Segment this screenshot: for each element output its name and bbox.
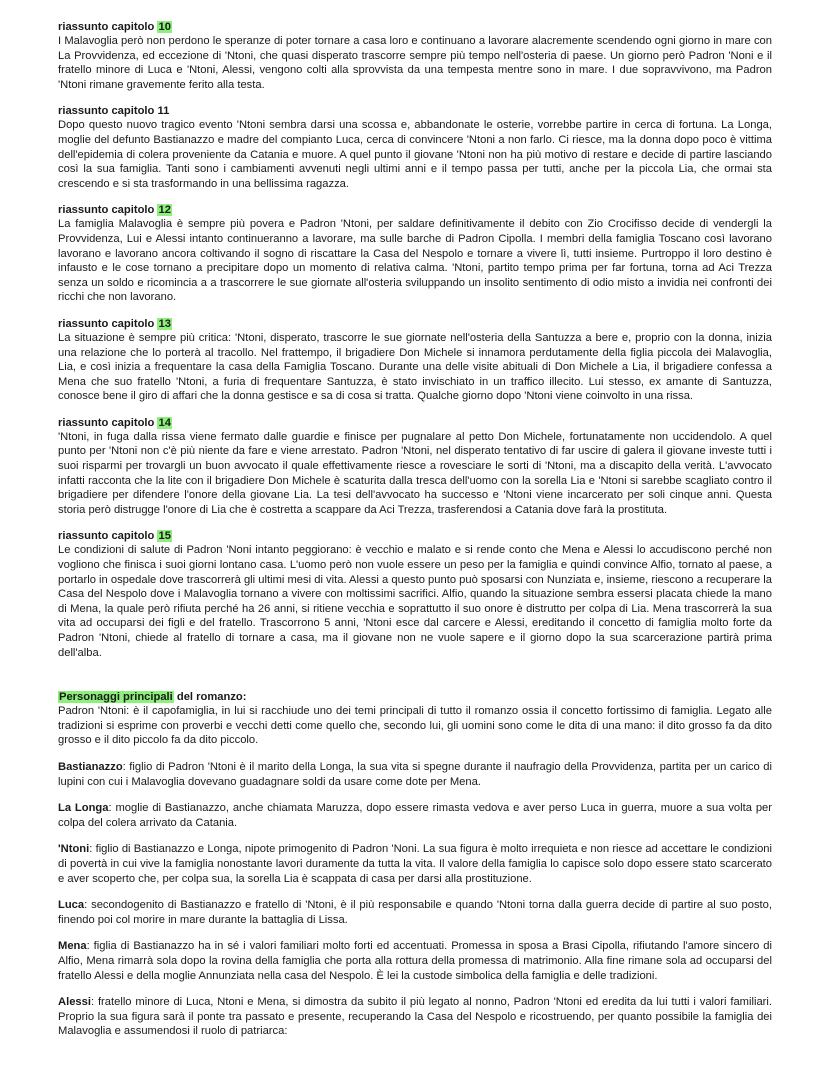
- character-bastianazzo: Bastianazzo: figlio di Padron 'Ntoni è il marito della Longa, la sua vita si spegne durante il naufragio della Provvidenza, partita per un carico di lupini con cui i Malavoglia dovevano guadagnare soldi da usare come dote per Mena.: [58, 760, 772, 788]
- chapter-number: 13: [158, 317, 171, 330]
- chapter-number: 12: [158, 204, 171, 217]
- characters-heading: Personaggi principali del romanzo:: [59, 691, 247, 704]
- chapter-text: Le condizioni di salute di Padron 'Noni intanto peggiorano: è vecchio e malato e si rende conto che Mena e Alessi lo accudiscono perché non vogliono che finisca i suoi giorni lontano casa. L'uomo però non vuole essere un peso per la famiglia e quindi convince Alfio, tornato al paese, a portarlo in ospedale dove trascorrerà gli ultimi mesi di vita. Alessi a questo punto può sposarsi con Nunziata e, insieme, riescono a recuperare la Casa del Nespolo dove i Malavoglia tornano a vivere con moltissimi sacrifici. Alfio, quando la situazione sembra essersi placata chiede la mano di Mena, la quale però rifiuta perché ha 26 anni, si ritiene vecchia e soprattutto il suo onore è distrutto per colpa di Lia. Mena trascorrerà la sua vita ad occuparsi dei figli e del fratello. Trascorrono 5 anni, 'Ntoni esce dal carcere e Alessi, ereditando il concetto di famiglia molto forte da Padron 'Ntoni, chiede al fratello di tornare a casa, ma il giovane non ne vuole sapere e il giorno dopo la sua scarcerazione partirà prima dell'alba.: [58, 544, 772, 659]
- character-ntoni: 'Ntoni: figlio di Bastianazzo e Longa, nipote primogenito di Padron 'Noni. La sua figura è molto irrequieta e non riesce ad accettare le condizioni di povertà in cui vive la famiglia nonostante lavori duramente da tutta la vita. Il valore della famiglia lo capisce solo dopo essere stato scarcerato e aver scoperto che, per colpa sua, la sorella Lia è scappata di casa per darsi alla prostituzione.: [58, 843, 772, 885]
- chapter-text: Dopo questo nuovo tragico evento 'Ntoni sembra darsi una scossa e, abbandonate le osterie, vorrebbe partire in cerca di fortuna. La Longa, moglie del defunto Bastianazzo e madre del compianto Luca, cerca di convincere 'Ntoni a non farlo. Ci riesce, ma la donna dopo poco è vittima dell'epidemia di colera proveniente da Catania e muore. A quel punto il giovane 'Ntoni non ha più motivo di restare e decide di partire lasciando così la sua famiglia. Tanti sono i cambiamenti avvenuti negli ultimi anni e il tempo passa per tutti, anche per la piccola Lia, che ormai sta crescendo e si sta trasformando in una bellissima ragazza.: [58, 119, 772, 190]
- chapter-text: La situazione è sempre più critica: 'Ntoni, disperato, trascorre le sue giornate nell'osteria della Santuzza a bere e, proprio con la donna, inizia una relazione che lo porterà al tracollo. Nel frattempo, il brigadiere Don Michele si innamora perdutamente della figlia piccola dei Malavoglia, Lia, e così inizia a frequentare la casa della Famiglia Toscano. Durante una delle visite abituali di Don Michele a Lia, il brigadiere confessa a Mena che suo fratello 'Ntoni, a furia di frequentare Santuzza, è stato invischiato in un traffico illecito. Lui stesso, ex amante di Santuzza, conosce bene il giro di affari che la donna gestisce e sa di cosa si tratta. Qualche giorno dopo 'Ntoni viene coinvolto in una rissa.: [58, 331, 772, 403]
- chapter-summary-14: [58, 416, 772, 518]
- chapter-number: 11: [157, 105, 170, 118]
- chapter-text: I Malavoglia però non perdono le speranze di poter tornare a casa loro e continuano a lavorare alacremente scendendo ogni giorno in mare con La Provvidenza, ed eccezione di 'Ntoni, che quasi disperato trascorre sempre più tempo nell'osteria di paese. Un giorno però Padron 'Noni e il fratello minore di Luca e 'Ntoni, Alessi, vengono colti alla sprovvista da una tempesta mentre sono in mare. I due sopravvivono, ma Padron 'Ntoni rimane gravemente ferito alla testa.: [58, 35, 772, 91]
- chapter-summary-13: [58, 317, 772, 404]
- chapter-summary-12: [58, 203, 772, 305]
- chapter-summary-15: [58, 529, 772, 660]
- chapter-summary-10: [58, 20, 772, 92]
- chapter-text: La famiglia Malavoglia è sempre più povera e Padron 'Ntoni, per saldare definitivamente il debito con Zio Crocifisso decide di vendergli la Provvidenza, Lui e Alessi intanto continueranno a lavorare, ma sulle barche di Padron Cipolla. I membri della famiglia Toscano così lavorano lavorano e lavorano ancora coltivando il sogno di riscattare la Casa del Nespolo e tornare a vivere lì, tutti insieme. Purtroppo il loro destino è infausto e le cose tornano a precipitare dopo un momento di relativa calma. 'Ntoni, partito tempo prima per far fortuna, torna ad Aci Trezza senza un soldo e ricomincia a a trascorrere le sue giornate all'osteria sviluppando un insolito sentimento di odio misto a invidia nei confronti dei ricchi che non lavorano.: [58, 218, 772, 304]
- chapter-heading: riassunto capitolo 14: [58, 416, 171, 429]
- chapter-heading: riassunto capitolo 12: [58, 204, 171, 217]
- character-mena: Mena: figlia di Bastianazzo ha in sé i valori familiari molto forti ed accentuati. Promessa in sposa a Brasi Cipolla, rifiutando l'amore sincero di Alfio, Mena rimarrà sola dopo la rovina della famiglia che porta alla rottura della promessa di matrimonio. Alla fine rimane sola ad occuparsi del fratello Alessi e della moglie Annunziata nella casa del Nespolo. È lei la custode simbolica della famiglia e delle tradizioni.: [58, 940, 772, 982]
- character-luca: Luca: secondogenito di Bastianazzo e fratello di 'Ntoni, è il più responsabile e quando 'Ntoni torna dalla guerra decide di partire al suo posto, finendo poi col morire in mare durante la battaglia di Lissa.: [58, 899, 772, 926]
- chapter-heading: riassunto capitolo 15: [58, 530, 171, 543]
- chapter-number: 15: [158, 530, 171, 543]
- chapter-number: 10: [158, 21, 171, 33]
- chapter-heading: riassunto capitolo 10: [58, 21, 171, 33]
- character-la-longa: La Longa: moglie di Bastianazzo, anche chiamata Maruzza, dopo essere rimasta vedova e aver perso Luca in guerra, muore a sua volta per colpa del colera arrivato da Catania.: [58, 802, 772, 829]
- chapter-summary-11: [58, 104, 772, 191]
- chapter-number: 14: [158, 416, 171, 429]
- chapter-heading: riassunto capitolo 11: [58, 105, 170, 118]
- chapter-heading: riassunto capitolo 13: [58, 317, 171, 330]
- character-padron-ntoni: Padron 'Ntoni: è il capofamiglia, in lui si racchiude uno dei temi principali di tutto il romanzo ossia il concetto fortissimo di famiglia. Legato alle tradizioni si esprime con proverbi e vecchi detti come quello che, secondo lui, gli uomini sono come le dita di una mano: il dito grosso fa da dito grosso e il dito piccolo fa da dito piccolo.: [58, 705, 772, 747]
- character-alessi: Alessi: fratello minore di Luca, Ntoni e Mena, si dimostra da subito il più legato al nonno, Padron 'Ntoni ed eredita da lui tutti i valori familiari. Proprio la sua figura sarà il ponte tra passato e presente, recuperando la Casa del Nespolo e ricostruendo, per quanto possibile la famiglia dei Malavoglia e assumendosi il ruolo di patriarca:: [58, 996, 772, 1038]
- chapter-text: 'Ntoni, in fuga dalla rissa viene fermato dalle guardie e finisce per pugnalare al petto Don Michele, fortunatamente non uccidendolo. A quel punto per 'Ntoni non c'è più niente da fare e viene arrestato. Padron 'Ntoni, nel disperato tentativo di far uscire di galera il giovane investe tutti i suoi risparmi per trovargli un buon avvocato il quale effettivamente riesce a rovesciare le sorti di 'Ntoni, ma a discapito della verità. L'avvocato infatti racconta che la lite con il brigadiere Don Michele è scaturita dalla tresca dell'uomo con la sorella Lia e 'Ntoni si sarebbe scagliato contro il brigadiere per difendere l'onore della giovane Lia. La tesi dell'avvocato ha successo e 'Ntoni viene incarcerato per soli cinque anni. Questa storia però distrugge l'onore di Lia che è costretta a scappare da Aci Trezza, trasferendosi a Catania dove farà la prostituta.: [58, 430, 772, 516]
